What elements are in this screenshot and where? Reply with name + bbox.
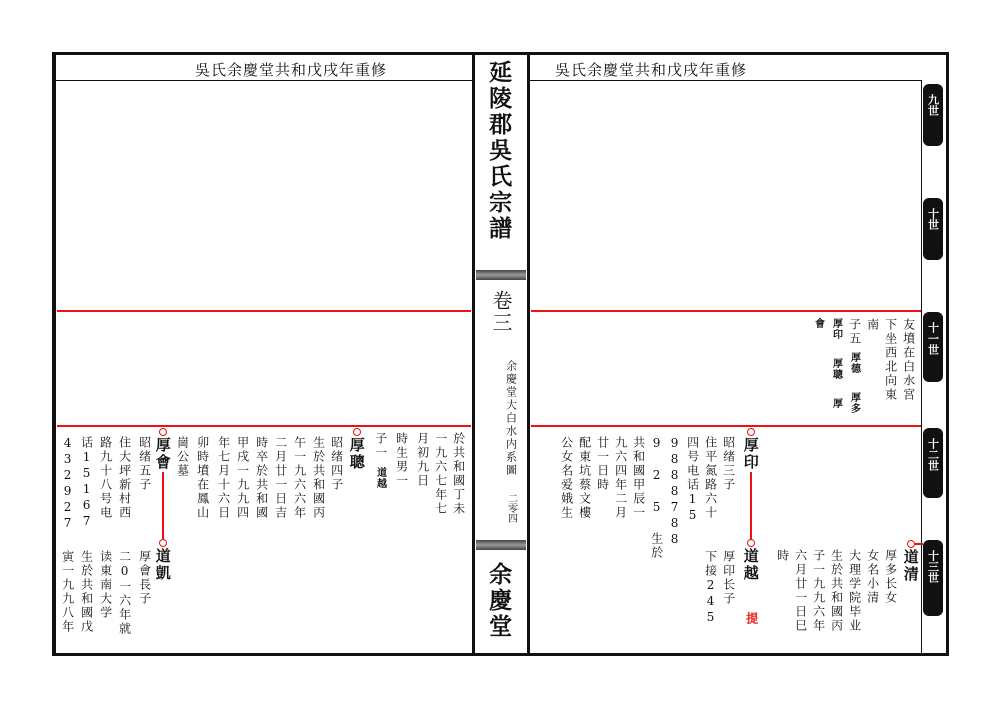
daoqing-col-6: 六月廿一日巳 — [793, 549, 808, 633]
tab-column-rule — [921, 80, 922, 653]
tab-gen-9[interactable]: 九世 — [923, 84, 943, 146]
left-header: 吳氏余慶堂共和戊戌年重修 — [195, 61, 388, 79]
daoyue-node — [747, 539, 755, 547]
daokai-col-1: 厚會長子 — [137, 550, 152, 606]
houcong-col-1: 昭绪四子 — [329, 436, 344, 492]
son-houde: 厚德 — [848, 352, 860, 374]
houhui-node — [159, 428, 167, 436]
daoqing-col-3: 大理学院毕业 — [847, 549, 862, 633]
daoyue-name: 道越 — [741, 548, 760, 582]
left-cont-col-3: 月初九日 — [415, 432, 430, 488]
left-cont-col-2: 一九六七年七 — [433, 432, 448, 516]
daokai-col-5: 寅一九九八年 — [60, 550, 75, 634]
spine-page: 二零四 — [505, 493, 517, 523]
son-hui: 會 — [812, 318, 824, 329]
spine-hall: 余慶堂 — [485, 562, 513, 640]
gen11-col-2: 下坐西北向東 — [883, 318, 898, 402]
tab-gen-12[interactable]: 十二世 — [923, 428, 943, 498]
houyin-col-10: 公女名爱娥生 — [559, 436, 574, 520]
gen11-col-3: 南 — [865, 318, 880, 332]
houhui-col-4: 话15167 — [79, 436, 94, 530]
son-houcong: 厚聰 — [830, 358, 842, 380]
gen11-col-4: 子五 — [847, 318, 862, 346]
houyin-name: 厚印 — [741, 437, 760, 471]
son-hou: 厚 — [830, 398, 842, 409]
daoqing-node — [907, 540, 915, 548]
houyin-col-8: 廿一日時 — [595, 436, 610, 492]
houyin-line — [750, 472, 752, 540]
houcong-col-9: 崗公墓 — [175, 436, 190, 478]
daoqing-col-2: 女名小清 — [865, 549, 880, 605]
houcong-col-6: 甲戌一九九四 — [235, 436, 250, 520]
right-header: 吳氏余慶堂共和戊戌年重修 — [555, 61, 748, 79]
daoyue-col-2: 下接245 — [703, 550, 718, 626]
left-gen-divider — [57, 310, 471, 312]
right-gen-divider-2 — [531, 425, 921, 427]
houcong-col-2: 生於共和國丙 — [311, 436, 326, 520]
houyin-col-5: 9 2 5 生於 — [649, 436, 664, 560]
left-gen-divider-2 — [57, 425, 471, 427]
left-cont-col-1: 於共和國丁未 — [451, 432, 466, 516]
houyin-col-6: 共和國甲辰一 — [631, 436, 646, 520]
daoqing-col-4: 生於共和國丙 — [829, 549, 844, 633]
right-header-rule — [529, 80, 921, 81]
houyin-col-1: 昭绪三子 — [721, 436, 736, 492]
daokai-node — [159, 539, 167, 547]
left-cont-col-4: 時生男一 — [394, 432, 409, 488]
spine-subtitle: 余慶堂大白水内系圖 — [504, 360, 518, 477]
left-cont-col-5: 子一 — [373, 432, 388, 460]
daoyue-col-1: 厚印长子 — [721, 550, 736, 606]
tab-gen-11[interactable]: 十一世 — [923, 312, 943, 382]
right-gen-divider — [531, 310, 921, 312]
daokai-name: 道凱 — [153, 548, 172, 582]
left-cont-son: 道越 — [374, 467, 386, 489]
daoqing-col-7: 時 — [775, 549, 790, 563]
gen11-col-1: 友墳在白水宮 — [901, 318, 916, 402]
houyin-col-3: 四号电话15 — [685, 436, 700, 524]
spine-volume: 卷三 — [489, 290, 513, 334]
daoqing-col-5: 子一九九六年 — [811, 549, 826, 633]
houhui-col-3: 路九十八号电 — [98, 436, 113, 520]
daoqing-col-1: 厚多长女 — [883, 549, 898, 605]
son-houyin: 厚印 — [830, 318, 842, 340]
son-houduo: 厚多 — [848, 392, 860, 414]
houyin-col-4: 9888788 — [667, 436, 682, 548]
daokai-col-2: 二0一六年就 — [117, 550, 132, 636]
spine-bar-bottom — [476, 540, 526, 550]
houhui-name: 厚會 — [153, 437, 172, 471]
houcong-node — [353, 428, 361, 436]
houyin-col-7: 九六四年二月 — [613, 436, 628, 520]
houcong-col-8: 卯時墳在鳳山 — [195, 436, 210, 520]
tab-gen-13[interactable]: 十三世 — [923, 540, 943, 616]
daoqing-connector — [915, 543, 923, 545]
spine-title: 延陵郡吳氏宗譜 — [485, 60, 513, 242]
houyin-col-9: 配東坑蔡文樓 — [577, 436, 592, 520]
left-header-rule — [55, 80, 473, 81]
houhui-col-5: 432927 — [60, 436, 75, 532]
daokai-col-3: 读東南大学 — [98, 550, 113, 620]
houhui-line — [162, 472, 164, 540]
daoqing-name: 道清 — [901, 549, 920, 583]
houhui-col-1: 昭绪五子 — [137, 436, 152, 492]
houcong-col-4: 二月廿一日吉 — [273, 436, 288, 520]
daokai-col-4: 生於共和國戊 — [79, 550, 94, 634]
houyin-node — [747, 428, 755, 436]
daoyue-mark: 提 — [744, 612, 759, 625]
houcong-col-3: 午一九六六年 — [292, 436, 307, 520]
houhui-col-2: 住大坪新村西 — [117, 436, 132, 520]
houcong-col-7: 年七月十六日 — [216, 436, 231, 520]
houcong-col-5: 時卒於共和國 — [254, 436, 269, 520]
tab-gen-10[interactable]: 十世 — [923, 198, 943, 260]
spine-bar-top — [476, 270, 526, 280]
houcong-name: 厚聰 — [347, 437, 366, 471]
houyin-col-2: 住平氮路六十 — [703, 436, 718, 520]
